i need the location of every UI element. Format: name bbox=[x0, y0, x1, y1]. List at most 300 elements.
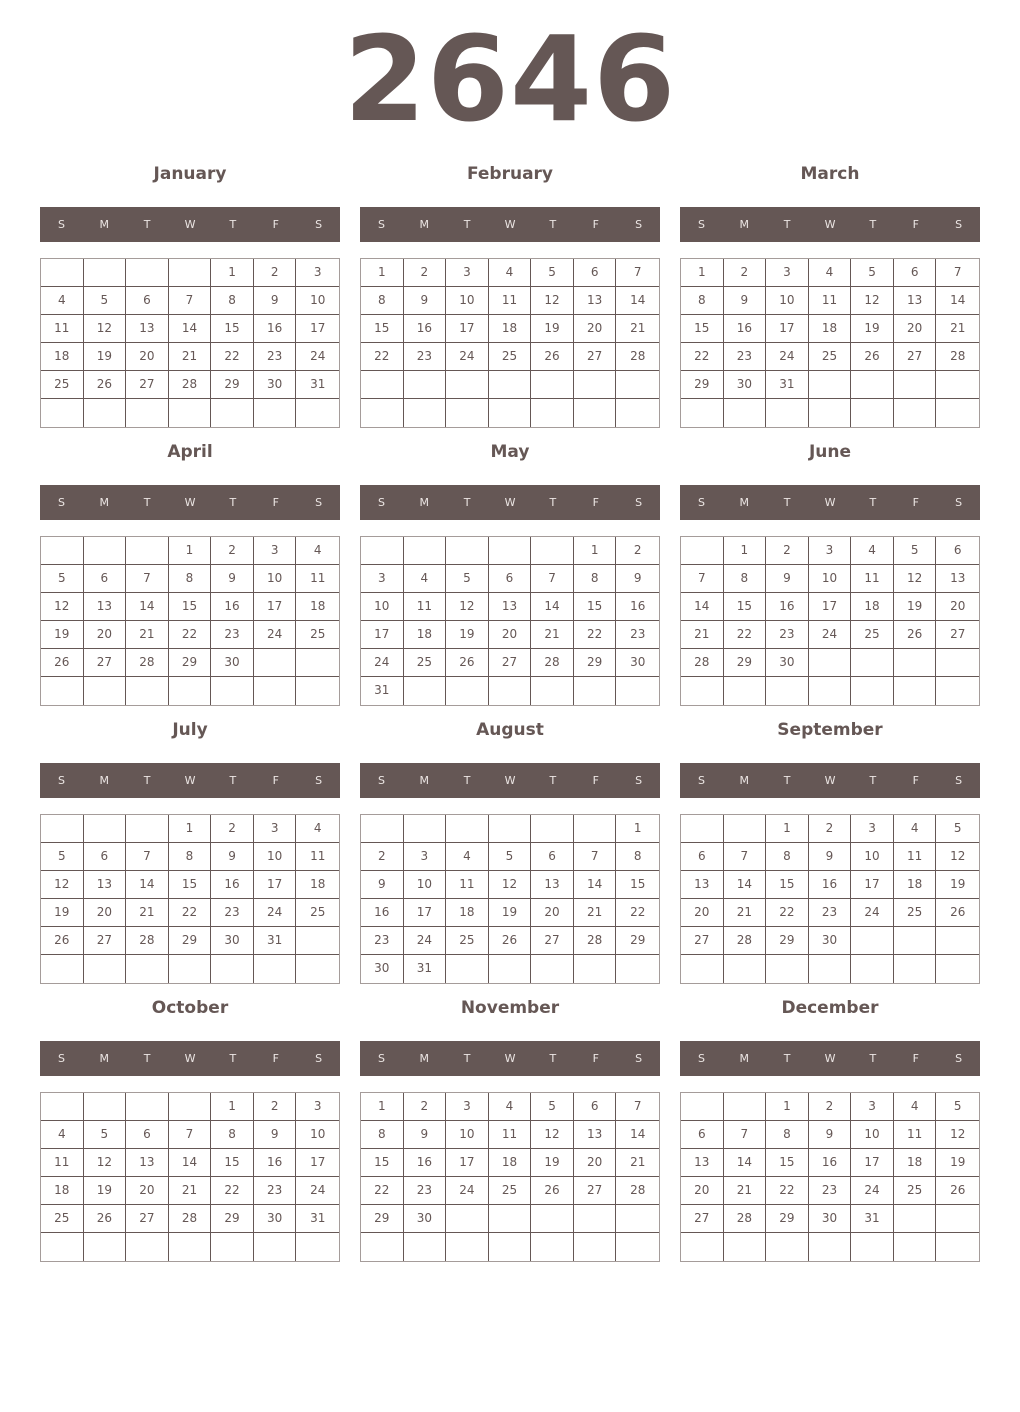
weekday-label: T bbox=[229, 774, 237, 787]
empty-cell bbox=[296, 1233, 339, 1261]
day-cell: 5 bbox=[936, 815, 979, 843]
empty-cell bbox=[489, 399, 532, 427]
weekday-label: S bbox=[377, 774, 385, 787]
day-cell: 4 bbox=[489, 259, 532, 287]
day-cell: 15 bbox=[169, 871, 212, 899]
day-cell: 10 bbox=[296, 287, 339, 315]
empty-cell bbox=[211, 1233, 254, 1261]
weekday-label: W bbox=[184, 1052, 196, 1065]
day-cell: 1 bbox=[766, 815, 809, 843]
weekday-label: T bbox=[143, 496, 151, 509]
weekday-label: M bbox=[99, 218, 110, 231]
weekday-label: S bbox=[635, 774, 643, 787]
day-grid bbox=[40, 814, 340, 984]
day-grid bbox=[680, 536, 980, 706]
weekday-label: W bbox=[504, 1052, 516, 1065]
day-cell: 21 bbox=[616, 1149, 659, 1177]
day-cell: 23 bbox=[254, 343, 297, 371]
day-cell: 21 bbox=[681, 621, 724, 649]
weekday-label: S bbox=[955, 496, 963, 509]
weekday-label: S bbox=[315, 218, 323, 231]
empty-cell bbox=[574, 677, 617, 705]
weekday-label: T bbox=[869, 1052, 877, 1065]
day-grid bbox=[360, 258, 660, 428]
day-cell: 9 bbox=[616, 565, 659, 593]
empty-cell bbox=[766, 399, 809, 427]
day-cell: 29 bbox=[169, 649, 212, 677]
day-cell: 17 bbox=[254, 871, 297, 899]
day-cell: 14 bbox=[169, 315, 212, 343]
day-cell: 20 bbox=[681, 1177, 724, 1205]
empty-cell bbox=[446, 1233, 489, 1261]
weekday-header bbox=[360, 1041, 660, 1076]
month-title: December bbox=[781, 998, 879, 1018]
day-cell: 20 bbox=[531, 899, 574, 927]
day-cell: 23 bbox=[616, 621, 659, 649]
day-cell: 18 bbox=[809, 315, 852, 343]
day-cell: 25 bbox=[894, 1177, 937, 1205]
empty-cell bbox=[361, 399, 404, 427]
day-cell: 17 bbox=[851, 1149, 894, 1177]
day-cell: 10 bbox=[254, 843, 297, 871]
month-title: August bbox=[476, 720, 544, 740]
empty-cell bbox=[446, 371, 489, 399]
empty-cell bbox=[126, 537, 169, 565]
weekday-label: F bbox=[912, 218, 919, 231]
day-cell: 12 bbox=[936, 843, 979, 871]
day-cell: 4 bbox=[296, 815, 339, 843]
day-cell: 11 bbox=[404, 593, 447, 621]
day-cell: 25 bbox=[296, 621, 339, 649]
empty-cell bbox=[574, 1233, 617, 1261]
empty-cell bbox=[446, 815, 489, 843]
empty-cell bbox=[84, 955, 127, 983]
day-cell: 14 bbox=[724, 871, 767, 899]
day-cell: 30 bbox=[724, 371, 767, 399]
day-cell: 21 bbox=[616, 315, 659, 343]
day-cell: 16 bbox=[211, 871, 254, 899]
day-cell: 13 bbox=[126, 1149, 169, 1177]
day-cell: 3 bbox=[851, 815, 894, 843]
empty-cell bbox=[296, 399, 339, 427]
day-cell: 26 bbox=[489, 927, 532, 955]
day-cell: 28 bbox=[126, 927, 169, 955]
day-cell: 9 bbox=[766, 565, 809, 593]
weekday-label: S bbox=[955, 218, 963, 231]
weekday-header bbox=[360, 207, 660, 242]
empty-cell bbox=[361, 1233, 404, 1261]
day-cell: 18 bbox=[489, 315, 532, 343]
day-cell: 12 bbox=[894, 565, 937, 593]
day-cell: 7 bbox=[616, 1093, 659, 1121]
day-cell: 18 bbox=[894, 1149, 937, 1177]
empty-cell bbox=[616, 1233, 659, 1261]
empty-cell bbox=[169, 677, 212, 705]
day-cell: 29 bbox=[681, 371, 724, 399]
empty-cell bbox=[531, 1233, 574, 1261]
weekday-label: W bbox=[184, 774, 196, 787]
day-cell: 15 bbox=[361, 1149, 404, 1177]
day-cell: 27 bbox=[574, 1177, 617, 1205]
day-cell: 30 bbox=[809, 1205, 852, 1233]
day-cell: 20 bbox=[126, 1177, 169, 1205]
empty-cell bbox=[489, 371, 532, 399]
day-cell: 9 bbox=[404, 1121, 447, 1149]
day-cell: 22 bbox=[169, 899, 212, 927]
day-cell: 27 bbox=[936, 621, 979, 649]
day-cell: 1 bbox=[361, 1093, 404, 1121]
day-cell: 18 bbox=[894, 871, 937, 899]
day-cell: 28 bbox=[681, 649, 724, 677]
day-cell: 23 bbox=[724, 343, 767, 371]
day-cell: 18 bbox=[296, 593, 339, 621]
empty-cell bbox=[531, 815, 574, 843]
day-cell: 18 bbox=[489, 1149, 532, 1177]
day-cell: 2 bbox=[766, 537, 809, 565]
day-cell: 21 bbox=[574, 899, 617, 927]
day-cell: 12 bbox=[41, 871, 84, 899]
day-cell: 17 bbox=[296, 1149, 339, 1177]
day-cell: 12 bbox=[531, 287, 574, 315]
day-cell: 1 bbox=[766, 1093, 809, 1121]
month-title: February bbox=[466, 164, 554, 184]
empty-cell bbox=[489, 677, 532, 705]
day-cell: 16 bbox=[809, 1149, 852, 1177]
day-cell: 16 bbox=[404, 315, 447, 343]
weekday-label: T bbox=[783, 774, 791, 787]
day-cell: 5 bbox=[531, 1093, 574, 1121]
empty-cell bbox=[404, 371, 447, 399]
weekday-label: S bbox=[377, 218, 385, 231]
day-cell: 24 bbox=[809, 621, 852, 649]
empty-cell bbox=[894, 1233, 937, 1261]
day-cell: 31 bbox=[296, 371, 339, 399]
weekday-label: M bbox=[99, 496, 110, 509]
day-cell: 4 bbox=[41, 287, 84, 315]
empty-cell bbox=[41, 259, 84, 287]
day-cell: 17 bbox=[361, 621, 404, 649]
day-cell: 11 bbox=[489, 287, 532, 315]
day-cell: 6 bbox=[936, 537, 979, 565]
day-grid bbox=[680, 814, 980, 984]
day-cell: 15 bbox=[616, 871, 659, 899]
empty-cell bbox=[809, 399, 852, 427]
day-cell: 29 bbox=[169, 927, 212, 955]
empty-cell bbox=[766, 1233, 809, 1261]
day-cell: 8 bbox=[616, 843, 659, 871]
empty-cell bbox=[894, 399, 937, 427]
day-cell: 21 bbox=[169, 1177, 212, 1205]
day-cell: 28 bbox=[574, 927, 617, 955]
empty-cell bbox=[446, 677, 489, 705]
day-cell: 11 bbox=[894, 843, 937, 871]
empty-cell bbox=[84, 815, 127, 843]
day-cell: 10 bbox=[851, 843, 894, 871]
day-cell: 28 bbox=[936, 343, 979, 371]
empty-cell bbox=[169, 955, 212, 983]
day-cell: 28 bbox=[169, 371, 212, 399]
day-cell: 31 bbox=[254, 927, 297, 955]
empty-cell bbox=[851, 1233, 894, 1261]
empty-cell bbox=[41, 537, 84, 565]
weekday-label: S bbox=[57, 774, 65, 787]
day-cell: 27 bbox=[84, 649, 127, 677]
empty-cell bbox=[404, 537, 447, 565]
weekday-label: F bbox=[592, 1052, 599, 1065]
day-cell: 19 bbox=[936, 871, 979, 899]
empty-cell bbox=[574, 955, 617, 983]
empty-cell bbox=[296, 955, 339, 983]
day-cell: 26 bbox=[41, 927, 84, 955]
empty-cell bbox=[894, 371, 937, 399]
day-cell: 5 bbox=[851, 259, 894, 287]
weekday-label: M bbox=[99, 1052, 110, 1065]
day-grid bbox=[360, 536, 660, 706]
day-cell: 1 bbox=[211, 259, 254, 287]
empty-cell bbox=[894, 927, 937, 955]
weekday-label: M bbox=[419, 774, 430, 787]
day-cell: 9 bbox=[211, 843, 254, 871]
day-cell: 3 bbox=[254, 815, 297, 843]
weekday-label: S bbox=[955, 774, 963, 787]
weekday-label: T bbox=[229, 496, 237, 509]
day-cell: 22 bbox=[766, 1177, 809, 1205]
day-cell: 12 bbox=[84, 1149, 127, 1177]
empty-cell bbox=[936, 1205, 979, 1233]
day-cell: 5 bbox=[41, 565, 84, 593]
empty-cell bbox=[41, 677, 84, 705]
day-cell: 8 bbox=[211, 1121, 254, 1149]
day-cell: 19 bbox=[41, 621, 84, 649]
day-cell: 15 bbox=[724, 593, 767, 621]
empty-cell bbox=[531, 399, 574, 427]
day-cell: 13 bbox=[681, 871, 724, 899]
day-cell: 18 bbox=[296, 871, 339, 899]
day-cell: 16 bbox=[724, 315, 767, 343]
day-grid bbox=[40, 1092, 340, 1262]
day-cell: 24 bbox=[361, 649, 404, 677]
day-cell: 8 bbox=[724, 565, 767, 593]
empty-cell bbox=[809, 1233, 852, 1261]
day-cell: 8 bbox=[766, 1121, 809, 1149]
empty-cell bbox=[574, 399, 617, 427]
empty-cell bbox=[84, 259, 127, 287]
day-cell: 4 bbox=[296, 537, 339, 565]
day-cell: 6 bbox=[489, 565, 532, 593]
day-grid bbox=[680, 258, 980, 428]
day-cell: 9 bbox=[211, 565, 254, 593]
day-cell: 21 bbox=[169, 343, 212, 371]
day-cell: 15 bbox=[574, 593, 617, 621]
empty-cell bbox=[489, 1233, 532, 1261]
day-cell: 30 bbox=[211, 927, 254, 955]
day-cell: 17 bbox=[809, 593, 852, 621]
empty-cell bbox=[894, 1205, 937, 1233]
empty-cell bbox=[616, 371, 659, 399]
day-cell: 28 bbox=[169, 1205, 212, 1233]
weekday-header bbox=[360, 763, 660, 798]
month-title: May bbox=[490, 442, 530, 462]
day-cell: 4 bbox=[404, 565, 447, 593]
day-cell: 1 bbox=[361, 259, 404, 287]
weekday-label: S bbox=[57, 1052, 65, 1065]
day-cell: 14 bbox=[616, 287, 659, 315]
day-cell: 3 bbox=[404, 843, 447, 871]
day-cell: 8 bbox=[361, 1121, 404, 1149]
day-grid bbox=[360, 1092, 660, 1262]
day-cell: 24 bbox=[766, 343, 809, 371]
day-cell: 4 bbox=[41, 1121, 84, 1149]
empty-cell bbox=[254, 955, 297, 983]
day-cell: 23 bbox=[809, 1177, 852, 1205]
day-cell: 31 bbox=[361, 677, 404, 705]
day-cell: 15 bbox=[169, 593, 212, 621]
month-title: March bbox=[800, 164, 860, 184]
day-cell: 12 bbox=[41, 593, 84, 621]
empty-cell bbox=[616, 955, 659, 983]
day-cell: 27 bbox=[84, 927, 127, 955]
empty-cell bbox=[616, 677, 659, 705]
weekday-label: S bbox=[635, 1052, 643, 1065]
weekday-label: S bbox=[57, 218, 65, 231]
day-cell: 7 bbox=[724, 843, 767, 871]
weekday-label: M bbox=[739, 774, 750, 787]
day-cell: 23 bbox=[404, 343, 447, 371]
month-title: July bbox=[172, 720, 208, 740]
day-cell: 28 bbox=[724, 1205, 767, 1233]
day-cell: 3 bbox=[446, 1093, 489, 1121]
empty-cell bbox=[296, 677, 339, 705]
day-cell: 23 bbox=[254, 1177, 297, 1205]
day-cell: 6 bbox=[531, 843, 574, 871]
empty-cell bbox=[809, 677, 852, 705]
day-cell: 26 bbox=[41, 649, 84, 677]
day-cell: 17 bbox=[296, 315, 339, 343]
day-cell: 16 bbox=[404, 1149, 447, 1177]
day-cell: 28 bbox=[616, 1177, 659, 1205]
day-cell: 7 bbox=[531, 565, 574, 593]
day-cell: 20 bbox=[894, 315, 937, 343]
weekday-label: S bbox=[697, 496, 705, 509]
day-cell: 10 bbox=[809, 565, 852, 593]
day-cell: 26 bbox=[446, 649, 489, 677]
day-cell: 31 bbox=[766, 371, 809, 399]
day-cell: 3 bbox=[296, 1093, 339, 1121]
day-cell: 12 bbox=[446, 593, 489, 621]
weekday-label: W bbox=[824, 1052, 836, 1065]
day-cell: 14 bbox=[126, 871, 169, 899]
empty-cell bbox=[724, 815, 767, 843]
day-cell: 24 bbox=[446, 343, 489, 371]
weekday-label: S bbox=[377, 496, 385, 509]
empty-cell bbox=[41, 955, 84, 983]
day-cell: 30 bbox=[809, 927, 852, 955]
day-cell: 1 bbox=[169, 537, 212, 565]
weekday-label: F bbox=[272, 1052, 279, 1065]
day-cell: 24 bbox=[296, 1177, 339, 1205]
day-cell: 1 bbox=[574, 537, 617, 565]
day-cell: 20 bbox=[84, 899, 127, 927]
empty-cell bbox=[851, 371, 894, 399]
day-cell: 22 bbox=[361, 343, 404, 371]
day-cell: 15 bbox=[766, 871, 809, 899]
day-cell: 1 bbox=[169, 815, 212, 843]
day-cell: 2 bbox=[616, 537, 659, 565]
day-grid bbox=[40, 258, 340, 428]
day-cell: 4 bbox=[809, 259, 852, 287]
day-cell: 1 bbox=[681, 259, 724, 287]
day-cell: 3 bbox=[361, 565, 404, 593]
day-cell: 2 bbox=[809, 815, 852, 843]
empty-cell bbox=[851, 399, 894, 427]
day-cell: 25 bbox=[851, 621, 894, 649]
weekday-label: W bbox=[504, 496, 516, 509]
empty-cell bbox=[254, 1233, 297, 1261]
day-cell: 25 bbox=[41, 1205, 84, 1233]
day-cell: 22 bbox=[211, 1177, 254, 1205]
empty-cell bbox=[851, 955, 894, 983]
day-cell: 10 bbox=[446, 287, 489, 315]
day-cell: 10 bbox=[361, 593, 404, 621]
day-cell: 13 bbox=[574, 1121, 617, 1149]
day-cell: 17 bbox=[446, 315, 489, 343]
day-cell: 25 bbox=[809, 343, 852, 371]
day-cell: 22 bbox=[211, 343, 254, 371]
weekday-label: W bbox=[824, 218, 836, 231]
day-cell: 29 bbox=[766, 1205, 809, 1233]
weekday-label: T bbox=[549, 774, 557, 787]
day-cell: 19 bbox=[84, 1177, 127, 1205]
day-cell: 30 bbox=[404, 1205, 447, 1233]
day-cell: 23 bbox=[211, 621, 254, 649]
day-cell: 15 bbox=[681, 315, 724, 343]
day-cell: 7 bbox=[169, 287, 212, 315]
day-cell: 6 bbox=[894, 259, 937, 287]
day-cell: 8 bbox=[681, 287, 724, 315]
empty-cell bbox=[126, 1233, 169, 1261]
weekday-header bbox=[40, 763, 340, 798]
weekday-label: S bbox=[697, 774, 705, 787]
month-title: June bbox=[808, 442, 852, 462]
empty-cell bbox=[169, 399, 212, 427]
weekday-label: S bbox=[955, 1052, 963, 1065]
empty-cell bbox=[531, 677, 574, 705]
day-cell: 24 bbox=[254, 899, 297, 927]
day-cell: 1 bbox=[211, 1093, 254, 1121]
empty-cell bbox=[126, 815, 169, 843]
day-cell: 2 bbox=[404, 1093, 447, 1121]
day-cell: 19 bbox=[531, 1149, 574, 1177]
day-cell: 17 bbox=[404, 899, 447, 927]
day-grid bbox=[680, 1092, 980, 1262]
empty-cell bbox=[84, 1233, 127, 1261]
day-cell: 29 bbox=[766, 927, 809, 955]
day-cell: 18 bbox=[41, 343, 84, 371]
empty-cell bbox=[681, 815, 724, 843]
weekday-label: W bbox=[184, 496, 196, 509]
day-cell: 12 bbox=[84, 315, 127, 343]
empty-cell bbox=[296, 927, 339, 955]
month-title: September bbox=[777, 720, 883, 740]
empty-cell bbox=[809, 371, 852, 399]
empty-cell bbox=[361, 815, 404, 843]
empty-cell bbox=[41, 815, 84, 843]
day-cell: 3 bbox=[809, 537, 852, 565]
day-cell: 19 bbox=[41, 899, 84, 927]
empty-cell bbox=[574, 815, 617, 843]
day-cell: 20 bbox=[84, 621, 127, 649]
day-cell: 9 bbox=[254, 1121, 297, 1149]
